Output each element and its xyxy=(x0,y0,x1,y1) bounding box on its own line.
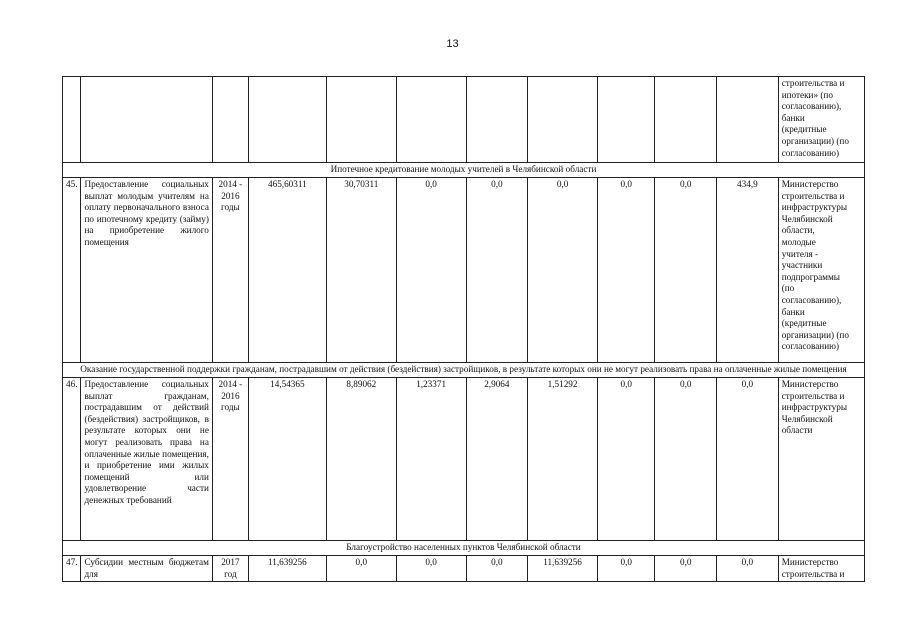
budget-table xyxy=(62,76,865,582)
measure-name: Субсидии местным бюджетам для xyxy=(81,556,212,582)
row-number: 45. xyxy=(63,178,81,363)
value-cell: 0,0 xyxy=(466,556,528,582)
value-cell: 0,0 xyxy=(597,556,655,582)
value-cell: 2,9064 xyxy=(466,378,528,541)
value-cell: 0,0 xyxy=(655,178,717,363)
value-cell: 0,0 xyxy=(396,178,466,363)
value-cell: 11,639256 xyxy=(528,556,598,582)
value-cell: 0,0 xyxy=(655,378,717,541)
value-cell: 1,51292 xyxy=(528,378,598,541)
executor-cell: Министерство строительства и xyxy=(778,556,864,582)
value-cell: 465,60311 xyxy=(248,178,326,363)
table-row xyxy=(63,77,865,163)
value-cell: 434,9 xyxy=(717,178,779,363)
value-cell: 0,0 xyxy=(528,178,598,363)
value-cell: 11,639256 xyxy=(248,556,326,582)
section-title: Оказание государственной поддержки гражданам, пострадавшим от действия (бездействия) застройщиков, в результате которых они не могут реализовать права на оплаченные жилые помещения xyxy=(63,363,865,378)
value-cell: 30,70311 xyxy=(326,178,396,363)
section-title: Ипотечное кредитование молодых учителей в Челябинской области xyxy=(63,163,865,178)
value-cell: 0,0 xyxy=(717,556,779,582)
executor-cell: строительства и ипотеки» (по согласованию), банки (кредитные организации) (по согласованию) xyxy=(778,77,864,163)
section-title: Благоустройство населенных пунктов Челябинской области xyxy=(63,541,865,556)
row-number: 47. xyxy=(63,556,81,582)
value-cell: 0,0 xyxy=(396,556,466,582)
section-row xyxy=(63,541,865,556)
value-cell: 0,0 xyxy=(655,556,717,582)
value-cell: 8,89062 xyxy=(326,378,396,541)
value-cell: 0,0 xyxy=(717,378,779,541)
period-cell: 2014 - 2016 годы xyxy=(212,178,248,363)
value-cell: 0,0 xyxy=(597,178,655,363)
period-cell: 2017 год xyxy=(212,556,248,582)
table-row xyxy=(63,378,865,541)
row-number: 46. xyxy=(63,378,81,541)
page-number: 13 xyxy=(446,38,459,50)
value-cell: 14,54365 xyxy=(248,378,326,541)
measure-name: Предоставление социальных выплат гражданам, пострадавшим от действий (бездействия) застройщиков, в результате которых они не могут реализовать права на оплаченные жилые помещения, и приобретение ими жилых помещений или удовлетворение части денежных требований xyxy=(81,378,212,541)
table-row xyxy=(63,178,865,363)
executor-cell: Министерство строительства и инфраструктуры Челябинской области, молодые учителя - участники подпрограммы (по согласованию), банки (кредитные организации) (по согласованию) xyxy=(778,178,864,363)
value-cell: 0,0 xyxy=(597,378,655,541)
table-row xyxy=(63,556,865,582)
section-row xyxy=(63,163,865,178)
value-cell: 1,23371 xyxy=(396,378,466,541)
value-cell: 0,0 xyxy=(466,178,528,363)
period-cell: 2014 - 2016 годы xyxy=(212,378,248,541)
measure-name: Предоставление социальных выплат молодым учителям на оплату первоначального взноса по ипотечному кредиту (займу) на приобретение жилого помещения xyxy=(81,178,212,363)
section-row xyxy=(63,363,865,378)
executor-cell: Министерство строительства и инфраструктуры Челябинской области xyxy=(778,378,864,541)
value-cell: 0,0 xyxy=(326,556,396,582)
